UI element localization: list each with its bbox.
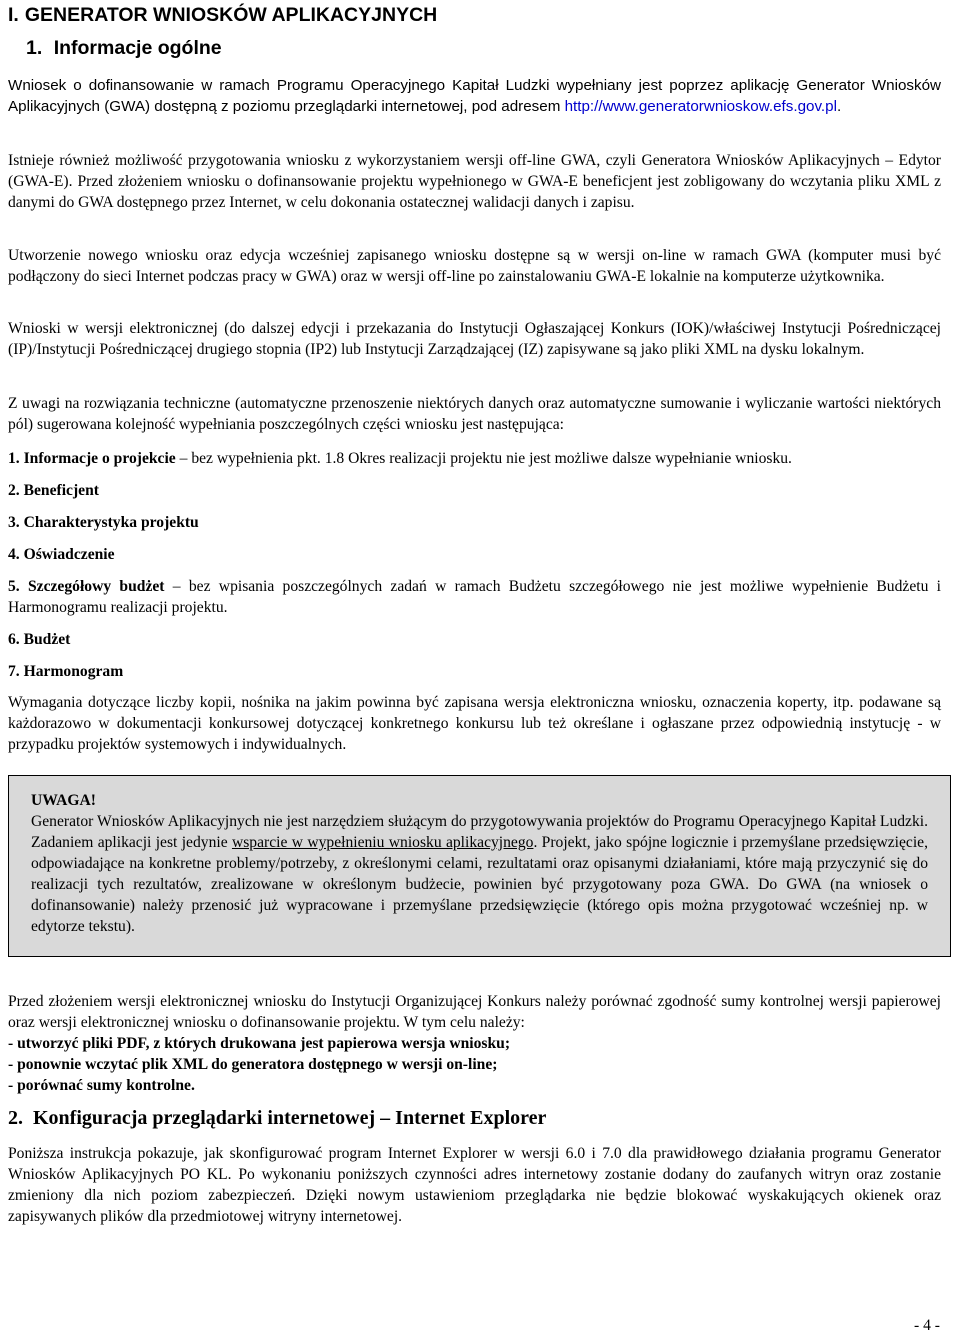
list-item-note: – bez wypełnienia pkt. 1.8 Okres realizacji projektu nie jest możliwe dalsze wypełnianie wniosku. — [175, 450, 792, 467]
paragraph-checksum — [8, 991, 941, 1096]
chapter-title: GENERATOR WNIOSKÓW APLIKACYJNYCH — [24, 4, 438, 26]
list-item-note: – bez wpisania poszczególnych zadań w ramach Budżetu szczegółowego nie jest możliwe wypełnienie Budżetu i Harmonogramu realizacji projektu. — [8, 578, 941, 616]
warning-title: UWAGA! — [31, 792, 96, 809]
section-2-heading — [8, 1108, 546, 1129]
warning-text-end: . Projekt, jako spójne logicznie i przemyślane przedsięwzięcie, odpowiadające na konkretne problemy/potrzeby, z określonymi celami, rezultatami oraz opisanymi działaniami, które mają przyczynić się do realizacji tych rezultatów, zrealizowane w określonym budżecie, powinien być przygotowany poza GWA. Do GWA (na wniosek o dofinansowanie) należy przenosić już wypracowane i przemyślane przedsięwzięcie (którego opis można przygotować wcześniej np. w edytorze tekstu). — [31, 834, 929, 935]
paragraph-ie-config: Poniższa instrukcja pokazuje, jak skonfigurować program Internet Explorer w wersji 6.0 i 7.0 dla prawidłowego działania programu Generator Wniosków Aplikacyjnych PO KL. Po wykonaniu poniższych czynności adres internetowy zostanie dodany do zaufanych witryn oraz zostanie zmieniony dla nich poziom zabezpieczeń. Dzięki nowym ustawieniom przeglądarka nie będzie blokować wyskakujących okienek oraz zapisywanych plików dla przedmiotowej witryny internetowej. — [8, 1145, 941, 1225]
chapter-number: I. — [8, 4, 19, 26]
list-item — [8, 448, 941, 469]
generator-url-link[interactable]: http://www.generatorwnioskow.efs.gov.pl — [564, 98, 837, 115]
checksum-step: - utworzyć pliki PDF, z których drukowana jest papierowa wersja wniosku; — [8, 1035, 511, 1052]
list-item-label: 2. Beneficjent — [8, 482, 99, 499]
paragraph-online-offline: Utworzenie nowego wniosku oraz edycja wcześniej zapisanego wniosku dostępne są w wersji on-line w ramach GWA (komputer musi być podłączony do sieci Internet podczas pracy w GWA) oraz w wersji off-line po zainstalowaniu GWA-E lokalnie na komputerze użytkownika. — [8, 247, 941, 285]
list-item-label: 4. Oświadczenie — [8, 546, 115, 563]
checksum-step: - ponownie wczytać plik XML do generatora dostępnego w wersji on-line; — [8, 1056, 498, 1073]
chapter-heading — [8, 5, 437, 26]
warning-text-start: Generator Wniosków Aplikacyjnych nie jest narzędziem służącym do przygotowywania projektów do Programu Operacyjnego Kapitał Ludzki. Zadaniem aplikacji jest jedynie — [31, 813, 928, 851]
list-item — [8, 480, 941, 501]
paragraph-order: Z uwagi na rozwiązania techniczne (automatyczne przenoszenie niektórych danych oraz automatyczne sumowanie i wyliczanie wartości niektórych pól) sugerowana kolejność wypełniania poszczególnych części wniosku jest następująca: — [8, 395, 941, 433]
list-item-label: 7. Harmonogram — [8, 663, 124, 680]
list-item-label: 5. Szczegółowy budżet — [8, 578, 165, 595]
list-item-label: 6. Budżet — [8, 631, 71, 648]
list-item — [8, 629, 941, 650]
paragraph-checksum-text: Przed złożeniem wersji elektronicznej wniosku do Instytucji Organizującej Konkurs należy porównać zgodność sumy kontrolnej wersji papierowej oraz wersji elektronicznej wniosku o dofinansowanie projektu. W tym celu należy: — [8, 993, 941, 1031]
section-2-number: 2. — [8, 1107, 23, 1129]
list-item-label: 1. Informacje o projekcie — [8, 450, 176, 467]
section-title: Informacje ogólne — [53, 37, 222, 59]
list-item — [8, 661, 941, 682]
paragraph-intro — [8, 75, 941, 117]
paragraph-xml-files: Wnioski w wersji elektronicznej (do dalszej edycji i przekazania do Instytucji Ogłaszającej Konkurs (IOK)/właściwej Instytucji Pośredniczącej (IP)/Instytucji Pośredniczącej drugiego stopnia (IP2) lub Instytucji Zarządzającej (IZ) zapisywane są jako pliki XML na dysku lokalnym. — [8, 320, 941, 358]
section-heading — [26, 38, 222, 59]
paragraph-intro-end: . — [836, 98, 842, 115]
warning-box — [8, 775, 951, 957]
paragraph-intro-text: Wniosek o dofinansowanie w ramach Programu Operacyjnego Kapitał Ludzki wypełniany jest poprzez aplikację Generator Wniosków Aplikacyjnych (GWA) dostępną z poziomu przeglądarki internetowej, pod adresem — [8, 77, 941, 115]
page-number: - 4 - — [914, 1317, 940, 1334]
warning-underlined-text: wsparcie w wypełnieniu wniosku aplikacyjnego — [231, 834, 534, 851]
paragraph-offline: Istnieje również możliwość przygotowania wniosku z wykorzystaniem wersji off-line GWA, czyli Generatora Wniosków Aplikacyjnych – Edytor (GWA-E). Przed złożeniem wniosku o dofinansowanie projektu wypełnionego w GWA-E beneficjent jest zobligowany do wczytania pliku XML z danymi do GWA dostępnego przez Internet, w celu dokonania ostatecznej walidacji danych i zapisu. — [8, 152, 941, 211]
section-number: 1. — [26, 37, 43, 59]
section-2-title: Konfiguracja przeglądarki internetowej – Internet Explorer — [33, 1107, 547, 1129]
list-item-label: 3. Charakterystyka projektu — [8, 514, 199, 531]
list-item — [8, 576, 941, 618]
list-item — [8, 544, 941, 565]
list-item — [8, 512, 941, 533]
checksum-step: - porównać sumy kontrolne. — [8, 1077, 195, 1094]
paragraph-requirements: Wymagania dotyczące liczby kopii, nośnika na jakim powinna być zapisana wersja elektroniczna wniosku, oznaczenia koperty, itp. podawane są każdorazowo w dokumentacji konkursowej dotyczącej konkretnego konkursu lub też określane i ogłaszane przez odpowiednią instytucję - w przypadku projektów systemowych i indywidualnych. — [8, 694, 941, 753]
warning-text — [31, 811, 928, 937]
